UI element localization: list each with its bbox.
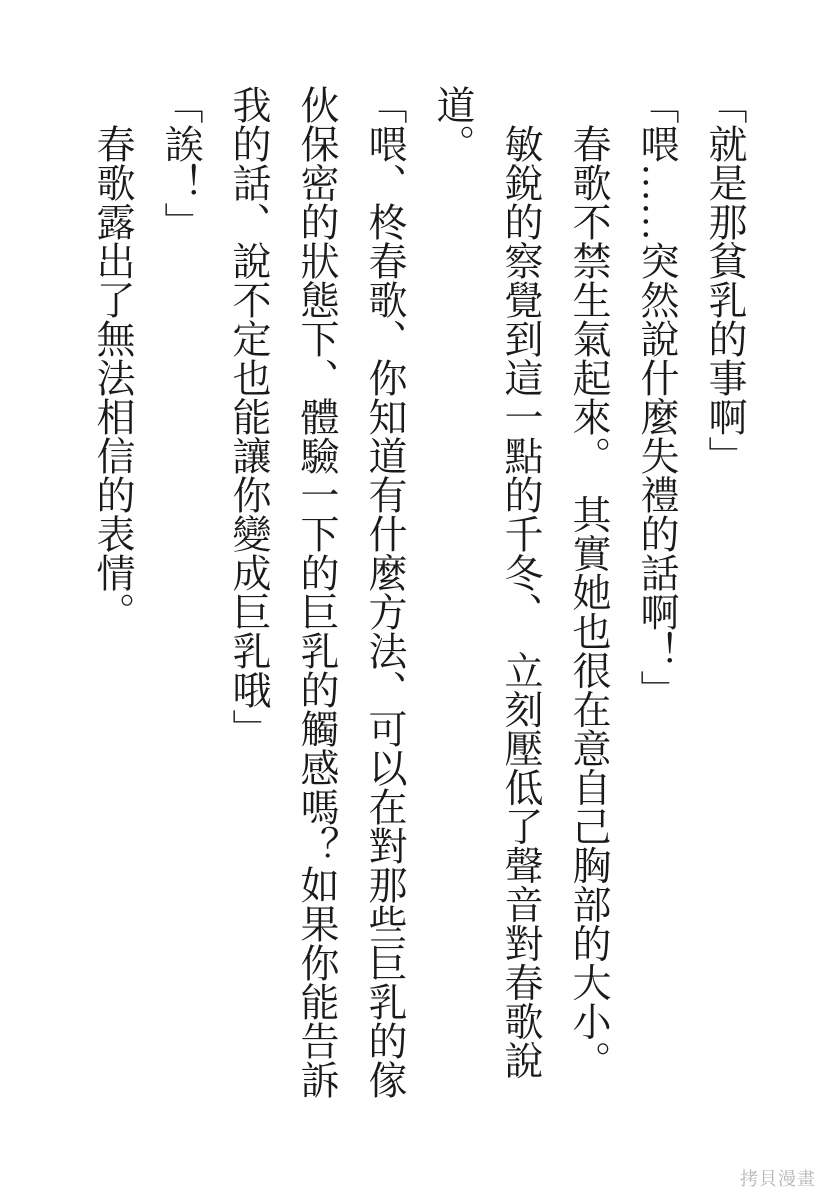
text-column-8: 我的話、說不定也能讓你變成巨乳哦」 [227, 85, 270, 748]
vertical-text-block [78, 85, 758, 1130]
text-column-1: 「就是那貧乳的事啊」 [703, 85, 746, 475]
text-column-3: 春歌不禁生氣起來。 其實她也很在意自己胸部的大小。 [567, 85, 610, 1080]
text-column-9: 「誒！」 [159, 85, 202, 241]
text-column-6: 「喂、柊春歌、你知道有什麼方法、可以在對那些巨乳的傢 [363, 85, 406, 1099]
site-watermark: 拷貝漫畫 [740, 1169, 816, 1189]
text-column-2: 「喂……突然說什麼失禮的話啊！」 [635, 85, 678, 709]
text-column-10: 春歌露出了無法相信的表情。 [91, 85, 134, 631]
text-column-4: 敏銳的察覺到這一點的千冬、 立刻壓低了聲音對春歌說 [499, 85, 542, 1080]
text-column-5: 道。 [431, 85, 474, 163]
text-column-7: 伙保密的狀態下、體驗一下的巨乳的觸感嗎？如果你能告訴 [295, 85, 338, 1099]
